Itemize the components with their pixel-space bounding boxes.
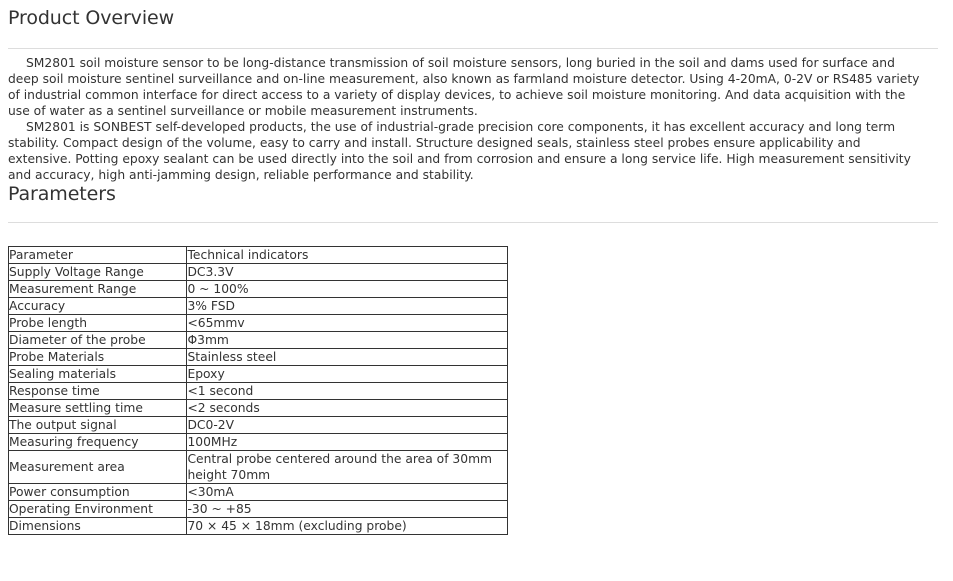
parameter-name-cell: Probe length bbox=[9, 315, 187, 332]
parameter-name-cell: The output signal bbox=[9, 417, 187, 434]
parameter-value-cell: DC0-2V bbox=[187, 417, 508, 434]
parameters-table-body bbox=[9, 247, 508, 535]
product-overview-heading: Product Overview bbox=[8, 7, 175, 29]
parameter-value-cell: <2 seconds bbox=[187, 400, 508, 417]
parameter-value-cell: Technical indicators bbox=[187, 247, 508, 264]
parameter-name-cell: Supply Voltage Range bbox=[9, 264, 187, 281]
parameters-table bbox=[8, 246, 508, 535]
table-row bbox=[9, 417, 508, 434]
table-row bbox=[9, 501, 508, 518]
parameter-value-cell: -30 ~ +85 bbox=[187, 501, 508, 518]
table-row bbox=[9, 281, 508, 298]
table-row bbox=[9, 264, 508, 281]
parameter-name-cell: Response time bbox=[9, 383, 187, 400]
table-row bbox=[9, 315, 508, 332]
overview-paragraph: SM2801 is SONBEST self-developed products, the use of industrial-grade precision core components, it has excellent accuracy and long term stability. Compact design of the volume, easy to carry and install. Structure designed seals, stainless steel probes ensure applicability and extensive. Potting epoxy sealant can be used directly into the soil and from corrosion and ensure a long service life. High measurement sensitivity and accuracy, high anti-jamming design, reliable performance and stability. bbox=[8, 120, 911, 182]
section-divider bbox=[8, 48, 938, 49]
parameter-name-cell: Measuring frequency bbox=[9, 434, 187, 451]
parameter-name-cell: Measure settling time bbox=[9, 400, 187, 417]
parameter-name-cell: Parameter bbox=[9, 247, 187, 264]
table-row bbox=[9, 518, 508, 535]
parameter-value-cell: <30mA bbox=[187, 484, 508, 501]
parameter-value-cell: Central probe centered around the area of 30mm height 70mm bbox=[187, 451, 508, 484]
table-header-row bbox=[9, 247, 508, 264]
table-row bbox=[9, 451, 508, 484]
table-row bbox=[9, 434, 508, 451]
parameter-value-cell: <1 second bbox=[187, 383, 508, 400]
table-row bbox=[9, 298, 508, 315]
parameter-name-cell: Probe Materials bbox=[9, 349, 187, 366]
parameter-name-cell: Measurement Range bbox=[9, 281, 187, 298]
parameter-name-cell: Accuracy bbox=[9, 298, 187, 315]
parameter-value-cell: 0 ~ 100% bbox=[187, 281, 508, 298]
parameter-value-cell: 100MHz bbox=[187, 434, 508, 451]
parameters-heading: Parameters bbox=[8, 183, 116, 205]
parameter-name-cell: Power consumption bbox=[9, 484, 187, 501]
table-row bbox=[9, 349, 508, 366]
parameter-name-cell: Sealing materials bbox=[9, 366, 187, 383]
parameter-value-cell: Epoxy bbox=[187, 366, 508, 383]
table-row bbox=[9, 484, 508, 501]
parameter-value-cell: 70 × 45 × 18mm (excluding probe) bbox=[187, 518, 508, 535]
parameter-name-cell: Measurement area bbox=[9, 451, 187, 484]
table-row bbox=[9, 400, 508, 417]
parameter-value-cell: 3% FSD bbox=[187, 298, 508, 315]
product-overview-text bbox=[8, 55, 920, 183]
parameter-name-cell: Dimensions bbox=[9, 518, 187, 535]
parameter-name-cell: Operating Environment bbox=[9, 501, 187, 518]
section-divider bbox=[8, 222, 938, 223]
overview-paragraph: SM2801 soil moisture sensor to be long-distance transmission of soil moisture sensors, long buried in the soil and dams used for surface and deep soil moisture sentinel surveillance and on-line measurement, also known as farmland moisture detector. Using 4-20mA, 0-2V or RS485 variety of industrial common interface for direct access to a variety of display devices, to achieve soil moisture monitoring. And data acquisition with the use of water as a sentinel surveillance or mobile measurement instruments. bbox=[8, 56, 920, 118]
parameter-name-cell: Diameter of the probe bbox=[9, 332, 187, 349]
parameter-value-cell: <65mmv bbox=[187, 315, 508, 332]
table-row bbox=[9, 383, 508, 400]
parameter-value-cell: Φ3mm bbox=[187, 332, 508, 349]
parameter-value-cell: Stainless steel bbox=[187, 349, 508, 366]
parameter-value-cell: DC3.3V bbox=[187, 264, 508, 281]
table-row bbox=[9, 332, 508, 349]
table-row bbox=[9, 366, 508, 383]
